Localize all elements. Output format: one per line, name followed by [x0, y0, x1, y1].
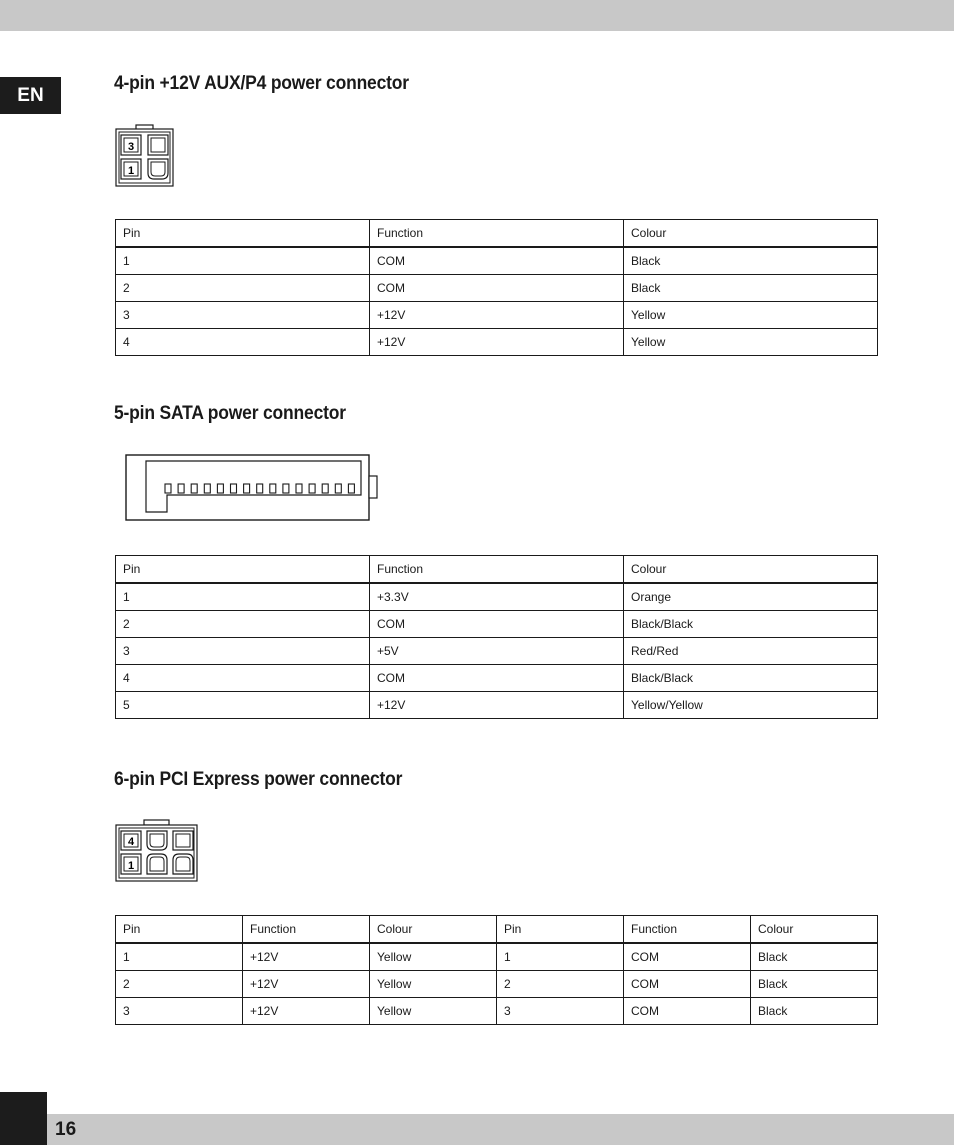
- cell-function: +12V: [370, 329, 624, 356]
- top-header-bar: [0, 0, 954, 31]
- cell-function: COM: [370, 665, 624, 692]
- sata-contact: [257, 484, 263, 493]
- cell-function: COM: [370, 611, 624, 638]
- sata-pin-contacts: [165, 484, 354, 493]
- cell-colour: Black: [751, 943, 878, 971]
- sata-contact: [191, 484, 197, 493]
- header-colour: Colour: [624, 556, 878, 584]
- cell-pin: 4: [116, 665, 370, 692]
- cell-colour: Black/Black: [624, 665, 878, 692]
- table-row: [116, 302, 878, 329]
- table-row: [116, 611, 878, 638]
- pin-label-4: 4: [127, 836, 135, 848]
- 4pin-connector-diagram: [115, 124, 175, 188]
- table-row: [116, 692, 878, 719]
- cell-colour: Yellow/Yellow: [624, 692, 878, 719]
- header-colour: Colour: [751, 916, 878, 944]
- pin-label-1: 1: [127, 860, 135, 872]
- table-row: [116, 329, 878, 356]
- cell-function: +3.3V: [370, 583, 624, 611]
- cell-colour: Yellow: [370, 998, 497, 1025]
- table-row: [116, 247, 878, 275]
- cell-colour: Black/Black: [624, 611, 878, 638]
- header-pin: Pin: [116, 916, 243, 944]
- cell-pin: 1: [116, 247, 370, 275]
- sata-contact: [296, 484, 302, 493]
- table-row: [116, 275, 878, 302]
- cell-pin: 1: [497, 943, 624, 971]
- cell-pin: 3: [116, 998, 243, 1025]
- cell-function: +5V: [370, 638, 624, 665]
- sata-contact: [217, 484, 223, 493]
- table-header-row: [116, 220, 878, 248]
- header-pin: Pin: [116, 220, 370, 248]
- cell-pin: 1: [116, 943, 243, 971]
- section-title-4pin: 4-pin +12V AUX/P4 power connector: [114, 73, 409, 94]
- sata-contact: [165, 484, 171, 493]
- header-function: Function: [243, 916, 370, 944]
- cell-function: +12V: [243, 971, 370, 998]
- cell-function: +12V: [370, 692, 624, 719]
- table-row: [116, 583, 878, 611]
- pin-label-3: 3: [127, 141, 135, 153]
- cell-pin: 2: [497, 971, 624, 998]
- bottom-footer-bar: [47, 1114, 954, 1145]
- cell-function: COM: [370, 247, 624, 275]
- cell-pin: 3: [116, 638, 370, 665]
- header-function: Function: [370, 220, 624, 248]
- cell-function: +12V: [243, 943, 370, 971]
- sata-contact: [348, 484, 354, 493]
- table-header-row: [116, 556, 878, 584]
- cell-colour: Yellow: [624, 302, 878, 329]
- cell-function: COM: [624, 943, 751, 971]
- cell-pin: 2: [116, 275, 370, 302]
- cell-colour: Black: [624, 275, 878, 302]
- header-function: Function: [624, 916, 751, 944]
- cell-pin: 4: [116, 329, 370, 356]
- table-row: [116, 998, 878, 1025]
- cell-function: +12V: [370, 302, 624, 329]
- header-pin: Pin: [116, 556, 370, 584]
- cell-colour: Yellow: [624, 329, 878, 356]
- cell-colour: Black: [751, 971, 878, 998]
- table-row: [116, 943, 878, 971]
- sata-contact: [244, 484, 250, 493]
- section-title-sata: 5-pin SATA power connector: [114, 403, 346, 424]
- cell-function: +12V: [243, 998, 370, 1025]
- pcie-6pin-connector-diagram: [115, 819, 199, 883]
- cell-colour: Black: [751, 998, 878, 1025]
- cell-pin: 5: [116, 692, 370, 719]
- header-colour: Colour: [624, 220, 878, 248]
- cell-colour: Orange: [624, 583, 878, 611]
- cell-colour: Yellow: [370, 971, 497, 998]
- header-colour: Colour: [370, 916, 497, 944]
- cell-function: COM: [624, 971, 751, 998]
- page-number: 16: [55, 1119, 77, 1140]
- cell-function: COM: [370, 275, 624, 302]
- pin-label-1: 1: [127, 165, 135, 177]
- sata-contact: [204, 484, 210, 493]
- cell-colour: Red/Red: [624, 638, 878, 665]
- sata-contact: [283, 484, 289, 493]
- cell-pin: 2: [116, 971, 243, 998]
- sata-contact: [178, 484, 184, 493]
- table-sata: [115, 555, 878, 719]
- cell-pin: 1: [116, 583, 370, 611]
- sata-contact: [335, 484, 341, 493]
- cell-pin: 3: [116, 302, 370, 329]
- cell-pin: 3: [497, 998, 624, 1025]
- sata-contact: [309, 484, 315, 493]
- section-title-pcie: 6-pin PCI Express power connector: [114, 769, 403, 790]
- table-row: [116, 971, 878, 998]
- sata-contact: [270, 484, 276, 493]
- header-pin: Pin: [497, 916, 624, 944]
- table-4pin: [115, 219, 878, 356]
- cell-function: COM: [624, 998, 751, 1025]
- sata-connector-diagram: [125, 454, 379, 522]
- table-row: [116, 665, 878, 692]
- sata-contact: [322, 484, 328, 493]
- header-function: Function: [370, 556, 624, 584]
- table-header-row: [116, 916, 878, 944]
- cell-pin: 2: [116, 611, 370, 638]
- language-tab: EN: [0, 77, 61, 114]
- cell-colour: Yellow: [370, 943, 497, 971]
- sata-contact: [231, 484, 237, 493]
- page-corner-block: [0, 1092, 47, 1145]
- table-row: [116, 638, 878, 665]
- cell-colour: Black: [624, 247, 878, 275]
- table-pcie: [115, 915, 878, 1025]
